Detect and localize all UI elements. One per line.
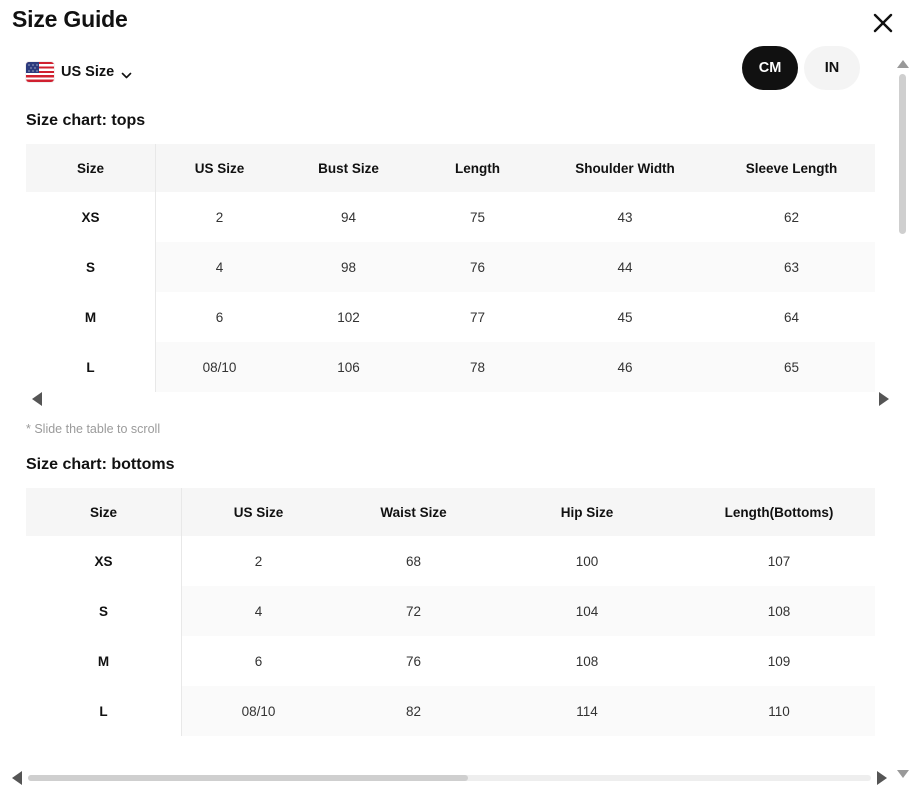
cell-waist-size: 82	[336, 686, 491, 736]
close-glyph	[872, 12, 894, 34]
cell-length-bottoms: 109	[683, 636, 875, 686]
cell-hip-size: 114	[491, 686, 683, 736]
table-row	[26, 192, 875, 242]
scrollbar-thumb[interactable]	[899, 74, 906, 234]
unit-in-button[interactable]: IN	[804, 46, 860, 90]
cell-size: M	[26, 636, 181, 686]
cell-size: XS	[26, 192, 155, 242]
region-size-label: US Size	[61, 64, 115, 80]
cell-bust-size: 98	[284, 242, 413, 292]
cell-size: L	[26, 342, 155, 392]
tops-size-table	[26, 144, 875, 392]
cell-waist-size: 72	[336, 586, 491, 636]
bottoms-header-row	[26, 488, 875, 536]
tops-col-us-size: US Size	[155, 144, 284, 192]
tops-col-sleeve-length: Sleeve Length	[708, 144, 875, 192]
table-row	[26, 342, 875, 392]
modal-content	[0, 46, 913, 790]
table-row	[26, 686, 875, 736]
controls-row	[26, 46, 887, 112]
cell-length: 77	[413, 292, 542, 342]
cell-shoulder-width: 44	[542, 242, 708, 292]
cell-waist-size: 76	[336, 636, 491, 686]
tops-header-row	[26, 144, 875, 192]
close-icon[interactable]	[867, 7, 899, 39]
table-row	[26, 636, 875, 686]
cell-size: S	[26, 586, 181, 636]
tops-scroll-note: * Slide the table to scroll	[26, 422, 161, 436]
cell-size: XS	[26, 536, 181, 586]
tops-col-shoulder-width: Shoulder Width	[542, 144, 708, 192]
cell-sleeve-length: 64	[708, 292, 875, 342]
chevron-down-icon	[121, 68, 132, 79]
cell-length: 76	[413, 242, 542, 292]
cell-size: S	[26, 242, 155, 292]
scrollbar-up-arrow[interactable]	[897, 60, 909, 68]
cell-length-bottoms: 107	[683, 536, 875, 586]
tops-col-size: Size	[26, 144, 155, 192]
cell-us-size: 08/10	[181, 686, 336, 736]
cell-sleeve-length: 63	[708, 242, 875, 292]
page-title: Size Guide	[12, 6, 128, 32]
bottoms-section-title: Size chart: bottoms	[26, 456, 175, 473]
tops-scroll-controls	[26, 392, 875, 414]
bottoms-table-wrap	[26, 488, 875, 736]
bottoms-col-length: Length(Bottoms)	[683, 488, 875, 536]
cell-shoulder-width: 45	[542, 292, 708, 342]
bottoms-horizontal-scrollbar[interactable]	[12, 770, 887, 786]
region-size-selector[interactable]	[26, 62, 132, 82]
us-flag-icon	[26, 62, 54, 82]
table-row	[26, 242, 875, 292]
cell-length: 78	[413, 342, 542, 392]
scrollbar-down-arrow[interactable]	[897, 770, 909, 778]
column-divider	[155, 144, 156, 392]
tops-col-bust-size: Bust Size	[284, 144, 413, 192]
table-row	[26, 586, 875, 636]
cell-sleeve-length: 62	[708, 192, 875, 242]
table-row	[26, 536, 875, 586]
bottoms-scroll-right-arrow[interactable]	[877, 771, 887, 785]
bottoms-col-us-size: US Size	[181, 488, 336, 536]
cell-hip-size: 100	[491, 536, 683, 586]
cell-shoulder-width: 46	[542, 342, 708, 392]
tops-col-length: Length	[413, 144, 542, 192]
unit-toggle	[742, 46, 860, 90]
cell-us-size: 2	[155, 192, 284, 242]
tops-section-title: Size chart: tops	[26, 112, 146, 129]
cell-bust-size: 102	[284, 292, 413, 342]
cell-size: L	[26, 686, 181, 736]
bottoms-col-hip-size: Hip Size	[491, 488, 683, 536]
tops-scroll-left-arrow[interactable]	[32, 392, 42, 406]
table-row	[26, 292, 875, 342]
cell-bust-size: 106	[284, 342, 413, 392]
bottoms-col-size: Size	[26, 488, 181, 536]
cell-length: 75	[413, 192, 542, 242]
cell-hip-size: 108	[491, 636, 683, 686]
bottoms-scroll-left-arrow[interactable]	[12, 771, 22, 785]
cell-length-bottoms: 108	[683, 586, 875, 636]
unit-cm-button[interactable]: CM	[742, 46, 798, 90]
column-divider	[181, 488, 182, 736]
cell-waist-size: 68	[336, 536, 491, 586]
cell-sleeve-length: 65	[708, 342, 875, 392]
cell-us-size: 2	[181, 536, 336, 586]
cell-us-size: 4	[181, 586, 336, 636]
cell-us-size: 08/10	[155, 342, 284, 392]
cell-us-size: 6	[155, 292, 284, 342]
cell-bust-size: 94	[284, 192, 413, 242]
cell-us-size: 4	[155, 242, 284, 292]
cell-length-bottoms: 110	[683, 686, 875, 736]
bottoms-col-waist-size: Waist Size	[336, 488, 491, 536]
bottoms-scroll-thumb[interactable]	[28, 775, 468, 781]
page-scrollbar[interactable]	[895, 56, 911, 782]
bottoms-size-table	[26, 488, 875, 736]
cell-hip-size: 104	[491, 586, 683, 636]
cell-shoulder-width: 43	[542, 192, 708, 242]
modal-header	[0, 0, 913, 46]
tops-scroll-right-arrow[interactable]	[879, 392, 889, 406]
cell-size: M	[26, 292, 155, 342]
cell-us-size: 6	[181, 636, 336, 686]
tops-table-wrap	[26, 144, 875, 392]
